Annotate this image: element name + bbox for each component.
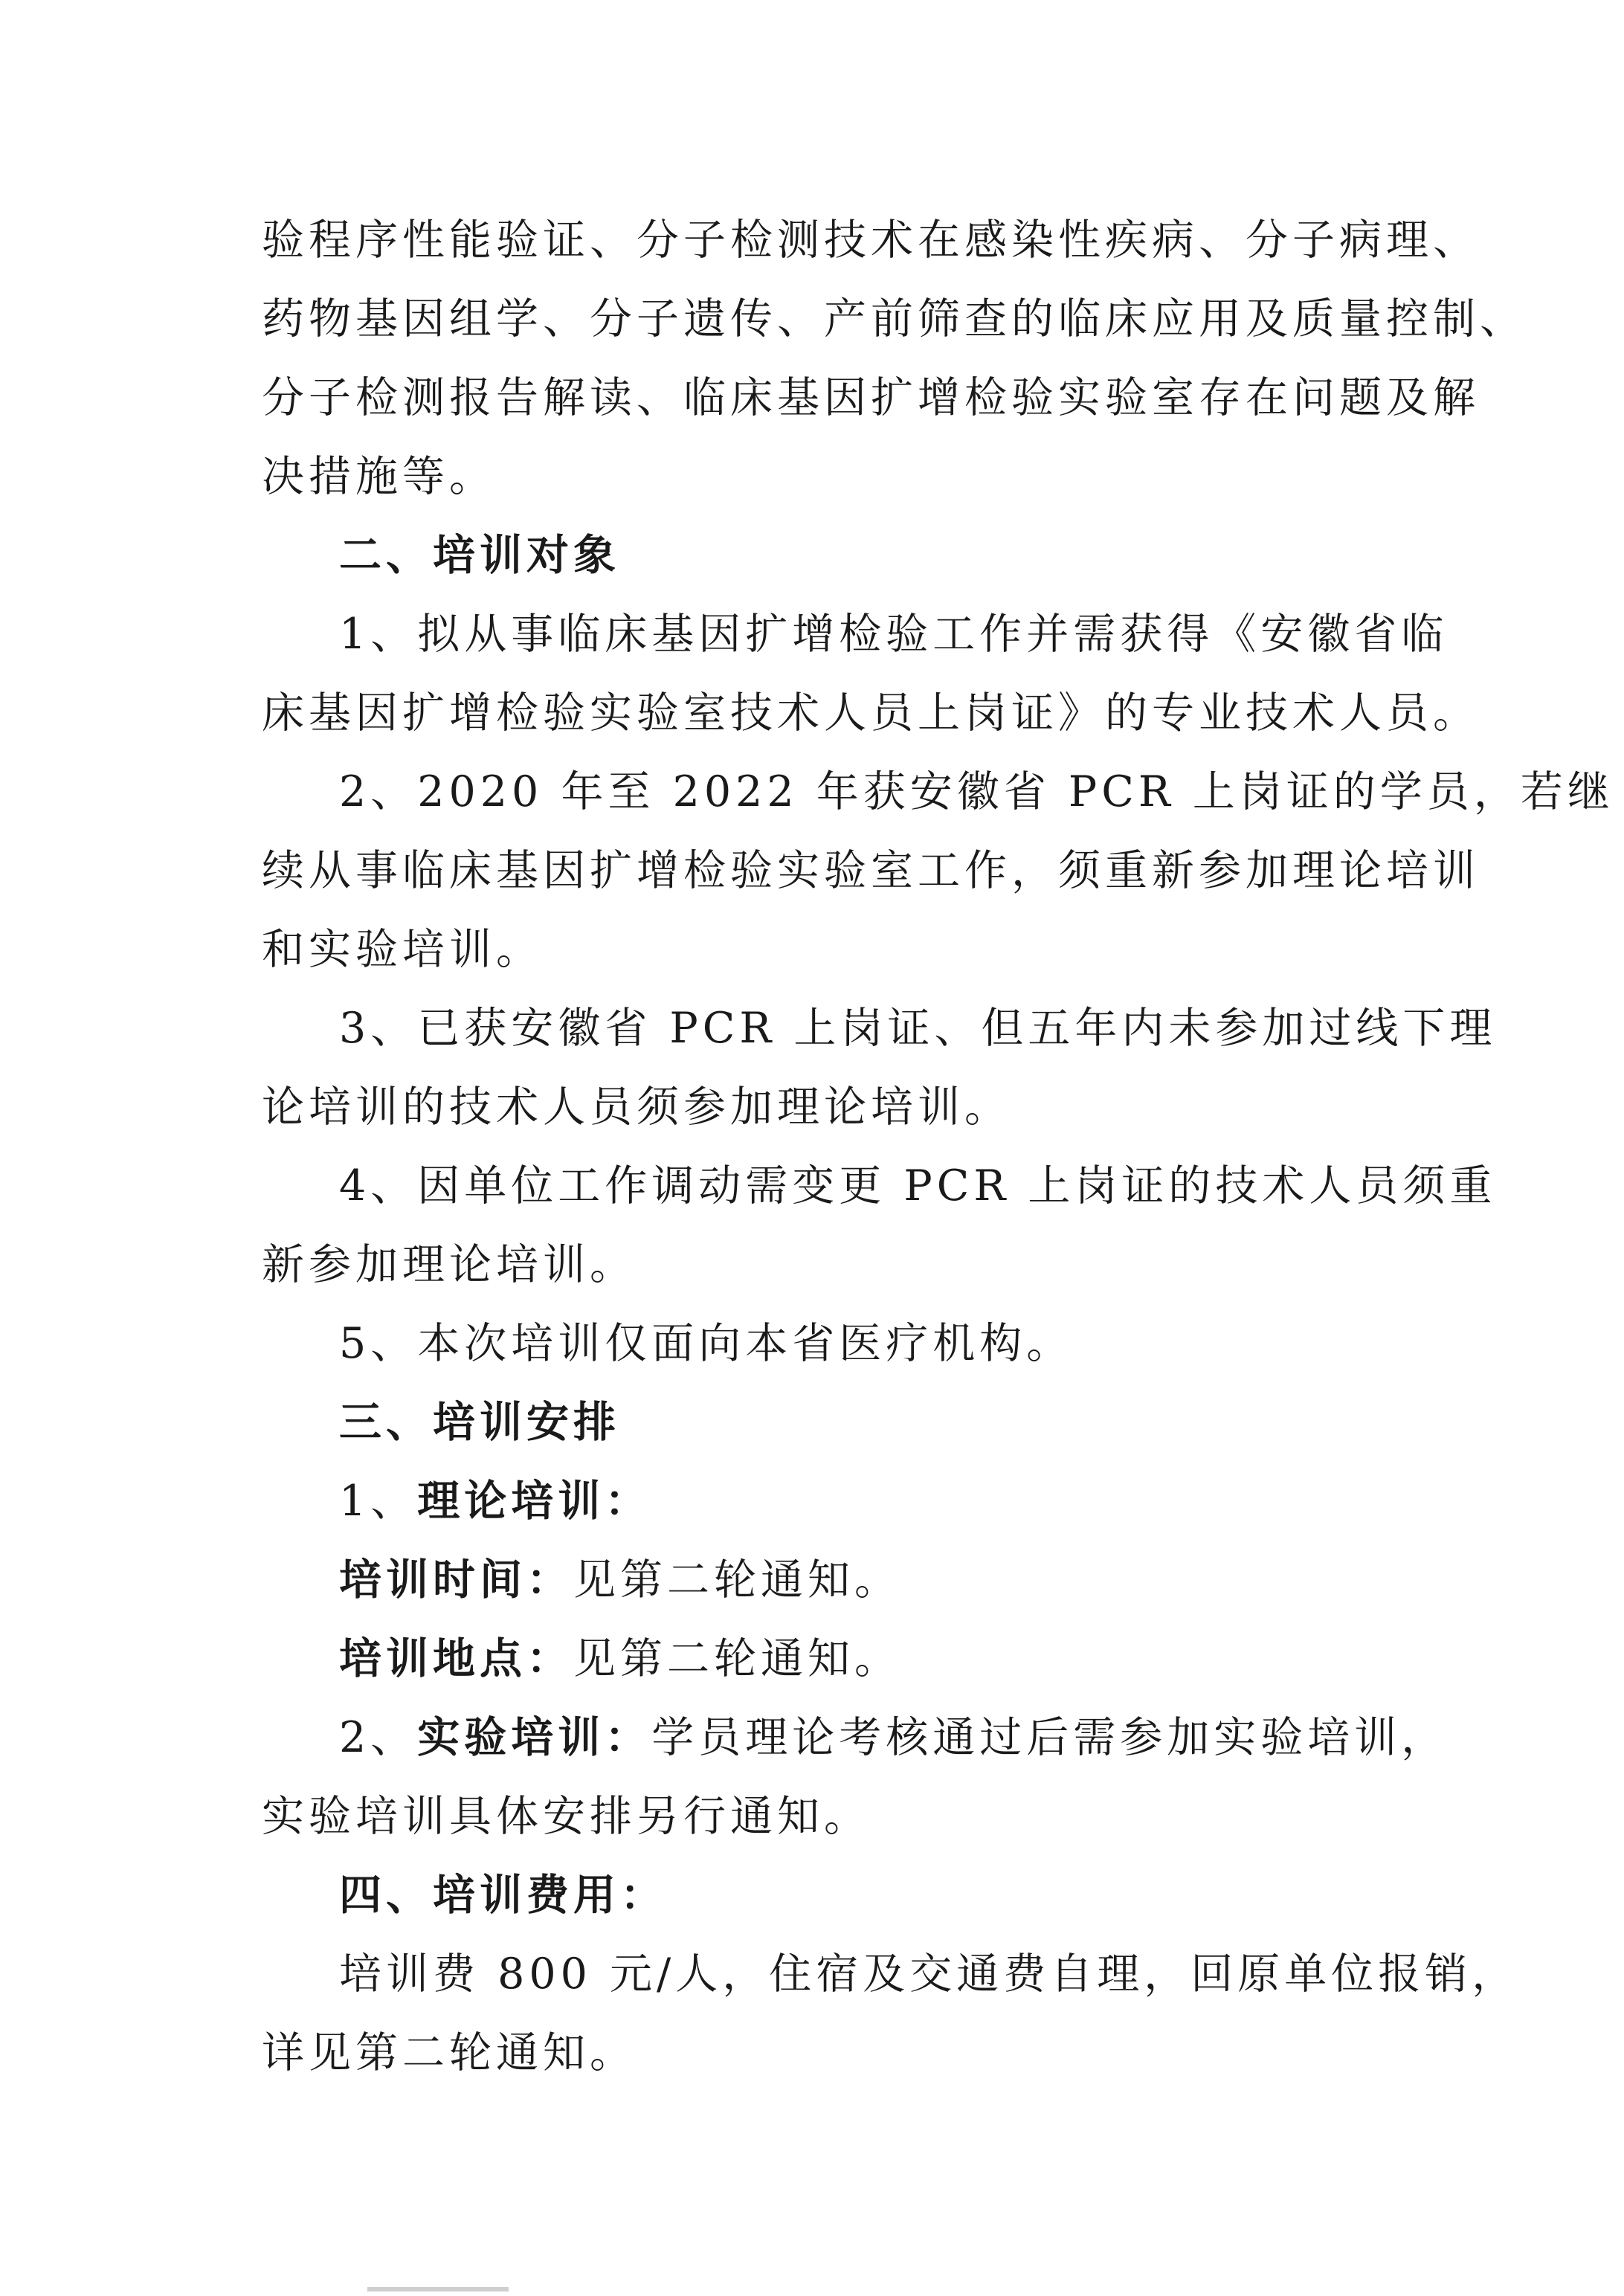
fee-line: 详见第二轮通知。 — [262, 2028, 637, 2077]
lab-number: 2、 — [339, 1713, 418, 1762]
list-item-line: 新参加理论培训。 — [262, 1240, 637, 1289]
section-heading-arrangement: 三、培训安排 — [339, 1397, 620, 1447]
body-line: 实验培训具体安排另行通知。 — [262, 1792, 871, 1841]
body-line: 药物基因组学、分子遗传、产前筛查的临床应用及质量控制、 — [262, 294, 1527, 344]
lab-value: 学员理论考核通过后需参加实验培训， — [651, 1713, 1449, 1762]
body-line: 验程序性能验证、分子检测技术在感染性疾病、分子病理、 — [262, 216, 1480, 265]
lab-label: 实验培训： — [417, 1712, 652, 1762]
theory-training-line — [339, 1462, 651, 1541]
list-item-line: 床基因扩增检验实验室技术人员上岗证》的专业技术人员。 — [262, 689, 1480, 738]
list-item-line: 2、2020 年至 2022 年获安徽省 PCR 上岗证的学员，若继 — [339, 767, 1614, 816]
fee-line: 培训费 800 元/人，住宿及交通费自理，回原单位报销， — [339, 1950, 1519, 1999]
list-item-line: 论培训的技术人员须参加理论培训。 — [262, 1083, 1011, 1132]
training-time-label: 培训时间： — [339, 1555, 573, 1605]
lab-training-line — [339, 1698, 1448, 1777]
body-line: 决措施等。 — [262, 452, 496, 501]
theory-number: 1、 — [339, 1477, 418, 1526]
section-heading-trainees: 二、培训对象 — [339, 530, 620, 580]
training-time-value: 见第二轮通知。 — [573, 1555, 901, 1605]
list-item-line: 4、因单位工作调动需变更 PCR 上岗证的技术人员须重 — [339, 1161, 1497, 1210]
training-place-line — [339, 1619, 901, 1698]
list-item-line: 续从事临床基因扩增检验实验室工作，须重新参加理论培训 — [262, 846, 1480, 895]
list-item-line: 1、拟从事临床基因扩增检验工作并需获得《安徽省临 — [339, 610, 1449, 659]
training-place-label: 培训地点： — [339, 1634, 573, 1683]
page-edge-mark — [367, 2287, 509, 2292]
list-item-line: 和实验培训。 — [262, 925, 543, 974]
body-line: 分子检测报告解读、临床基因扩增检验实验室存在问题及解 — [262, 373, 1480, 422]
theory-label: 理论培训： — [417, 1476, 652, 1526]
section-heading-fees: 四、培训费用： — [339, 1870, 667, 1920]
list-item-line: 5、本次培训仅面向本省医疗机构。 — [339, 1319, 1074, 1368]
training-time-line — [339, 1541, 901, 1619]
training-place-value: 见第二轮通知。 — [573, 1634, 901, 1683]
list-item-line: 3、已获安徽省 PCR 上岗证、但五年内未参加过线下理 — [339, 1004, 1497, 1053]
